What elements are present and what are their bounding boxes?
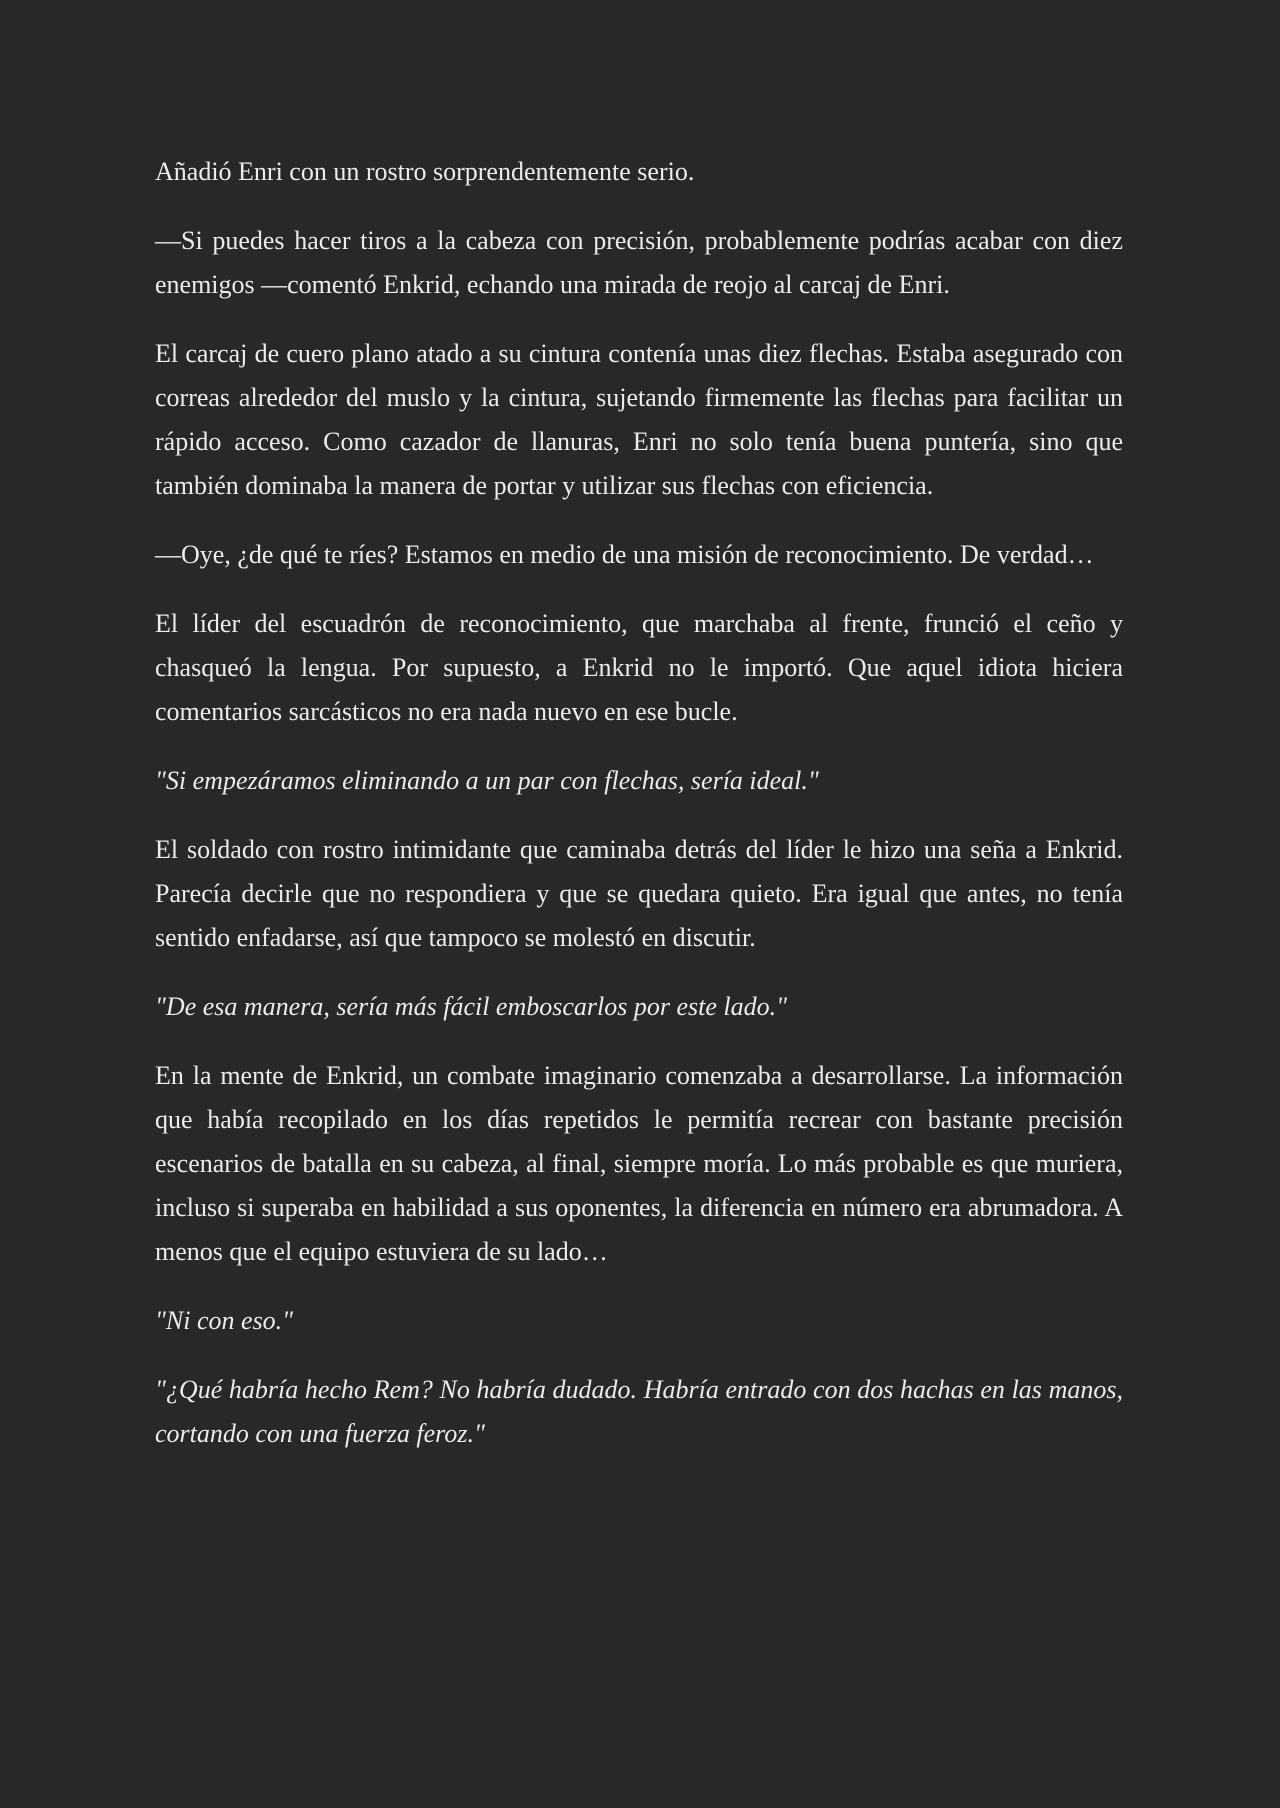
paragraph-5: El líder del escuadrón de reconocimiento, que marchaba al frente, frunció el ceño y chasqueó la lengua. Por supuesto, a Enkrid no le importó. Que aquel idiota hiciera comentarios sarcásticos no era nada nuevo en ese bucle.: [155, 609, 1123, 726]
thought-paragraph-11: "¿Qué habría hecho Rem? No habría dudado. Habría entrado con dos hachas en las manos, cortando con una fuerza feroz.": [155, 1375, 1123, 1448]
paragraph-3: El carcaj de cuero plano atado a su cintura contenía unas diez flechas. Estaba asegurado con correas alrededor del muslo y la cintura, sujetando firmemente las flechas para facilitar un rápido acceso. Como cazador de llanuras, Enri no solo tenía buena puntería, sino que también dominaba la manera de portar y utilizar sus flechas con eficiencia.: [155, 339, 1123, 500]
thought-paragraph-6: "Si empezáramos eliminando a un par con flechas, sería ideal.": [155, 766, 819, 795]
paragraph-2: —Si puedes hacer tiros a la cabeza con precisión, probablemente podrías acabar con diez enemigos —comentó Enkrid, echando una mirada de reojo al carcaj de Enri.: [155, 226, 1123, 299]
paragraph-9: En la mente de Enkrid, un combate imaginario comenzaba a desarrollarse. La información que había recopilado en los días repetidos le permitía recrear con bastante precisión escenarios de batalla en su cabeza, al final, siempre moría. Lo más probable es que muriera, incluso si superaba en habilidad a sus oponentes, la diferencia en número era abrumadora. A menos que el equipo estuviera de su lado…: [155, 1061, 1123, 1266]
document-page: [155, 150, 1123, 1481]
paragraph-4: —Oye, ¿de qué te ríes? Estamos en medio de una misión de reconocimiento. De verdad…: [155, 540, 1094, 569]
thought-paragraph-8: "De esa manera, sería más fácil emboscarlos por este lado.": [155, 992, 788, 1021]
paragraph-7: El soldado con rostro intimidante que caminaba detrás del líder le hizo una seña a Enkrid. Parecía decirle que no respondiera y que se quedara quieto. Era igual que antes, no tenía sentido enfadarse, así que tampoco se molestó en discutir.: [155, 835, 1123, 952]
thought-paragraph-10: "Ni con eso.": [155, 1306, 294, 1335]
paragraph-1: Añadió Enri con un rostro sorprendentemente serio.: [155, 157, 695, 186]
